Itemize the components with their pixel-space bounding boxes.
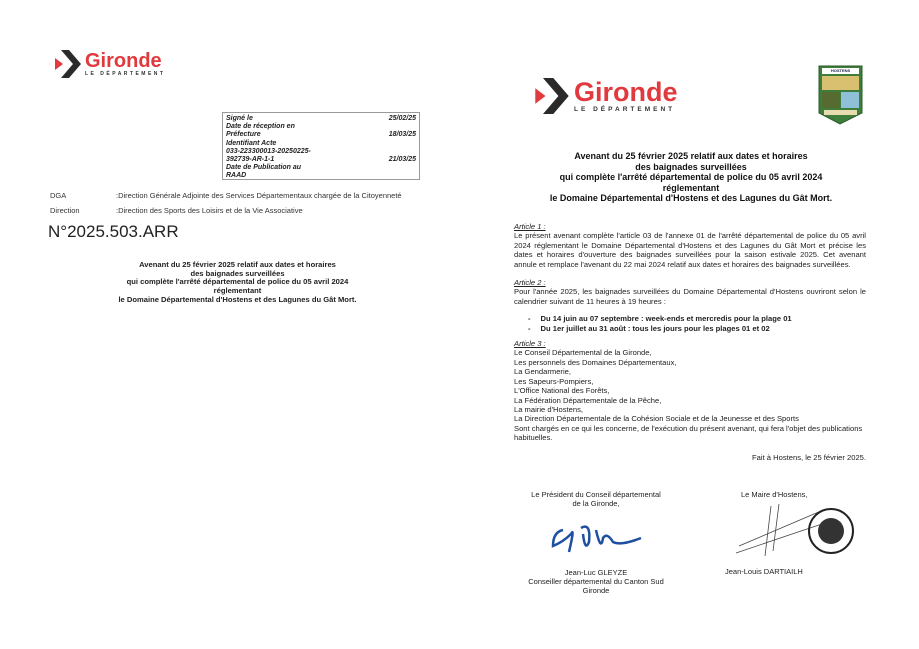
title-line: La Fédération Départementale de la Pêche,: [514, 395, 662, 405]
left-page: [0, 0, 458, 649]
direction-value: :Direction des Sports des Loisirs et de la Vie Associative: [116, 206, 303, 215]
gironde-logo-icon: [535, 78, 569, 114]
title-line: Le Conseil Départemental de la Gironde,: [514, 348, 652, 358]
left-title: [60, 261, 415, 305]
title-line: réglementant: [662, 182, 720, 193]
receipt-row: Signé le 25/02/25: [226, 115, 416, 122]
signature-and-seal: [731, 501, 861, 559]
receipt-row: RAAD: [226, 172, 247, 180]
hostens-coat-of-arms: HOSTENS: [818, 65, 863, 125]
title-line: Avenant du 25 février 2025 relatif aux dates et horaires: [574, 151, 808, 161]
title-line: Les Sapeurs-Pompiers,: [514, 376, 594, 386]
gironde-logo-icon: [55, 50, 81, 78]
articles: [514, 222, 866, 443]
article3-list: [514, 348, 866, 442]
dga-label: DGA: [50, 191, 67, 200]
title-line: La mairie d'Hostens,: [514, 404, 583, 414]
gironde-logo: Gironde LE DÉPARTEMENT: [535, 78, 678, 114]
coat-of-arms-icon: [818, 65, 863, 125]
done-at: Fait à Hostens, le 25 février 2025.: [752, 453, 866, 462]
dga-value: :Direction Générale Adjointe des Services Départementaux chargée de la Citoyenneté: [116, 191, 402, 200]
title-line: le Domaine Départemental d'Hostens et des Lagunes du Gât Mort.: [549, 193, 833, 203]
receipt-row: Date de réception en: [226, 123, 295, 131]
schedule-item: - Du 14 juin au 07 septembre : week-ends et mercredis pour la plage 01: [528, 314, 792, 324]
receipt-box: [222, 112, 420, 180]
title-line: réglementant: [213, 286, 262, 296]
receipt-row: Identifiant Acte: [226, 139, 277, 147]
article3-title: Article 3 :: [514, 339, 546, 349]
right-title: [516, 151, 866, 204]
title-line: qui complète l'arrêté départemental de police du 05 avril 2024: [559, 172, 823, 182]
article1-text: Le présent avenant complète l'article 03 de l'annexe 01 de l'arrêté départemental de police du 05 avril 2024 réglementant le Domaine Départemental d'Hostens et des Lagunes du Gât Mort et précise les dates et horaires d'ouverture des baignades surveillées pour la saison estivale 2025. Cet avenant annule et remplace l'avenant du 22 mai 2024 relatif aux dates et horaires des baignades surveillées.: [514, 231, 866, 269]
receipt-row: 033-223300013-20250225-: [226, 147, 311, 155]
title-line: L'Office National des Forêts,: [514, 386, 610, 396]
title-line: Les personnels des Domaines Départementaux,: [514, 357, 677, 367]
title-line: Avenant du 25 février 2025 relatif aux dates et horaires: [139, 260, 336, 269]
right-page: [461, 0, 919, 649]
receipt-row: Date de Publication au: [226, 164, 302, 172]
title-line: des baignades surveillées: [190, 268, 285, 278]
receipt-row: Préfecture 18/03/25: [226, 131, 416, 139]
direction-label: Direction: [50, 206, 80, 215]
schedule-item: - Du 1er juillet au 31 août : tous les jours pour les plages 01 et 02: [528, 323, 770, 333]
article2-title: Article 2 :: [514, 278, 546, 288]
title-line: La Gendarmerie,: [514, 367, 571, 377]
title-line: Sont chargés en ce qui les concerne, de l'exécution du présent avenant, qui fera l'objet des publications habituelles.: [514, 423, 863, 443]
article1-title: Article 1 :: [514, 222, 546, 231]
gironde-logo: Gironde LE DÉPARTEMENT: [55, 50, 165, 78]
president-signature-block: Le Président du Conseil départemental de la Gironde, Jean-Luc GLEYZE Conseiller départemental du Canton Sud Gironde: [528, 490, 664, 595]
article2-text: Pour l'année 2025, les baignades surveillées du Domaine Départemental d'Hostens ouvriront selon le calendrier suivant de 11 heures à 19 heures :: [514, 287, 866, 306]
receipt-row: 392739-AR-1-1 21/03/25: [226, 156, 416, 164]
signature-gleyze: [541, 512, 651, 562]
title-line: le Domaine Départemental d'Hostens et des Lagunes du Gât Mort.: [118, 294, 357, 304]
act-number: N°2025.503.ARR: [48, 222, 179, 241]
title-line: des baignades surveillées: [635, 161, 747, 172]
mayor-signature-block: Le Maire d'Hostens, Jean-Louis DARTIAILH: [731, 490, 861, 576]
title-line: qui complète l'arrêté départemental de police du 05 avril 2024: [126, 277, 349, 287]
title-line: La Direction Départementale de la Cohésion Sociale et de la Jeunesse et des Sports: [514, 414, 799, 424]
